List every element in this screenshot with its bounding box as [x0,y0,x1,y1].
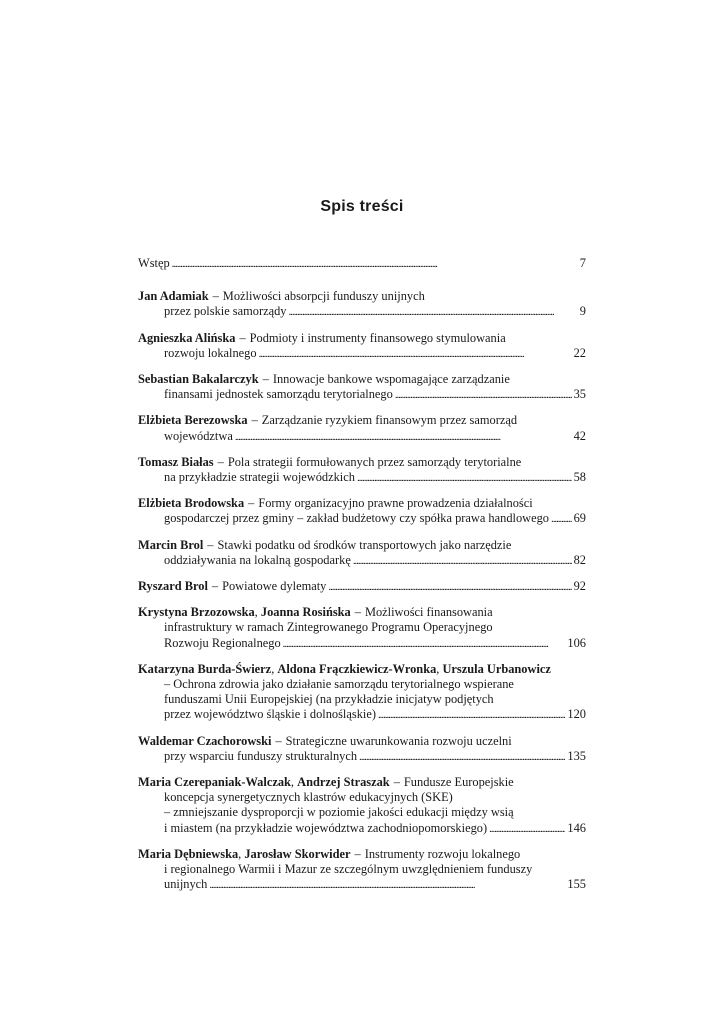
leader-dots [359,749,565,765]
leader-dots [353,553,572,569]
entry-heading-line [138,289,586,304]
entry-heading-line [138,413,586,428]
toc-entry[interactable] [138,413,586,444]
entry-title-text: Formy organizacyjno prawne prowadzenia działalności [258,496,533,511]
entry-author: Tomasz Białas [138,454,214,469]
toc-entry[interactable] [138,455,586,486]
leader-dots [288,304,577,320]
entry-title-text: rozwoju lokalnego [164,345,257,360]
page-number: 42 [573,428,586,443]
entry-title-text: Innowacje bankowe wspomagające zarządzanie [272,372,510,387]
entry-last-line [138,821,586,837]
leader-dots [395,387,572,403]
toc-entry[interactable] [138,289,586,320]
toc-entry[interactable] [138,579,586,595]
entry-title-line: funduszami Unii Europejskiej (na przykładzie inicjatyw podjętych [164,692,494,707]
page-title: Spis treści [320,198,404,215]
entry-title-text: Zarządzanie ryzykiem finansowym przez samorząd [261,413,518,428]
leader-dots [283,636,566,652]
entry-heading-line [138,538,586,553]
toc-entry[interactable] [138,662,586,724]
entry-last-line [138,304,586,320]
entry-last-line [138,511,586,527]
entry-title-text: Podmioty i instrumenty finansowego stymulowania [249,330,506,345]
entry-dash: – [207,537,214,552]
toc-entry[interactable] [138,734,586,765]
entry-heading-line [138,372,586,387]
table-of-contents [138,256,586,904]
entry-author: Marcin Brol [138,537,204,552]
toc-entry[interactable] [138,775,586,837]
entry-author: Krystyna Brzozowska [138,605,255,620]
page-number: 82 [573,552,586,567]
entry-title-text: Stawki podatku od środków transportowych jako narzędzie [217,537,512,552]
entry-title-text: unijnych [164,877,208,892]
entry-title-text: przez województwo śląskie i dolnośląskie) [164,707,376,722]
entry-title-text: finansami jednostek samorządu terytorialnego [164,387,393,402]
leader-dots [357,470,572,486]
entry-title-text: Możliwości finansowania [364,605,493,620]
entry-title-text: i miastem (na przykładzie województwa zachodniopomorskiego) [164,820,488,835]
entry-title-text: Strategiczne uwarunkowania rozwoju uczelni [285,733,512,748]
entry-title-line: – Ochrona zdrowia jako działanie samorządu terytorialnego wspierane [164,677,514,692]
entry-title-text: Instrumenty rozwoju lokalnego [364,846,521,861]
toc-entry[interactable] [138,847,586,894]
page-number: 7 [579,256,586,270]
toc-entry[interactable] [138,372,586,403]
toc-entry[interactable] [138,538,586,569]
entry-author: Jan Adamiak [138,289,209,304]
page-number: 35 [573,387,586,402]
page-number: 58 [573,470,586,485]
entry-title-line: i regionalnego Warmii i Mazur ze szczególnym uwzględnieniem funduszy [164,862,533,877]
entry-dash: – [393,775,400,790]
entry-author: Elżbieta Berezowska [138,413,248,428]
entry-heading-line [138,734,586,749]
entry-heading-line: Krystyna Brzozowska , Joanna Rosińska – Możliwości finansowania [138,605,493,620]
entry-title-text: oddziaływania na lokalną gospodarkę [164,552,351,567]
entry-last-line [138,470,586,486]
entry-last-line [138,636,586,652]
entry-title-line: koncepcja synergetycznych klastrów edukacyjnych (SKE) [164,790,453,805]
page-number: 135 [567,748,586,763]
entry-heading-line [138,496,586,511]
entry-last-line [138,346,586,362]
entry-heading-line [138,331,586,346]
entry-author: Maria Czerepaniak-Walczak [138,775,291,790]
entry-author: Jarosław Skorwider [244,846,351,861]
leader-dots [259,346,572,362]
entry-dash: – [217,454,224,469]
entry-dash: – [239,330,246,345]
page-number: 9 [579,304,586,319]
entry-dash: – [211,579,219,594]
entry-author: Agnieszka Alińska [138,330,236,345]
leader-dots [378,707,565,723]
leader-dots [551,511,572,527]
entry-last-line [138,877,586,893]
leader-dots [235,429,572,445]
entry-dash: – [354,605,361,620]
entry-author: Elżbieta Brodowska [138,496,245,511]
entry-last-line [138,707,586,723]
entry-author: Maria Dębniewska [138,846,239,861]
entry-title-text: Pola strategii formułowanych przez samorządy terytorialne [227,454,522,469]
entry-title-text: Powiatowe dylematy [222,579,327,594]
leader-dots [209,877,565,893]
page-number: 92 [573,579,586,594]
entry-title-text: Wstęp [138,256,170,270]
entry-author: Andrzej Straszak [297,775,390,790]
entry-title-text: przy wsparciu funduszy strukturalnych [164,748,358,763]
entry-author: Ryszard Brol [138,579,208,594]
entry-title-text: gospodarczej przez gminy – zakład budżetowy czy spółka prawa handlowego [164,511,549,526]
page-number: 69 [573,511,586,526]
entry-heading-line: Maria Czerepaniak-Walczak , Andrzej Straszak – Fundusze Europejskie [138,775,514,790]
entry-title-line: infrastruktury w ramach Zintegrowanego Programu Operacyjnego [164,620,493,635]
entry-last-line [138,429,586,445]
entry-last-line [138,256,586,272]
entry-author: Aldona Frączkiewicz-Wronka [277,661,437,676]
page-number: 106 [567,635,586,650]
entry-author: Joanna Rosińska [260,605,351,620]
entry-heading-line: Katarzyna Burda-Świerz , Aldona Frączkiewicz-Wronka , Urszula Urbanowicz [138,661,551,676]
entry-author: Urszula Urbanowicz [442,661,551,676]
entry-author: Waldemar Czachorowski [138,733,272,748]
entry-title-line: – zmniejszanie dysproporcji w poziomie jakości edukacji między wsią [164,805,514,820]
entry-dash: – [262,372,269,387]
leader-dots [172,256,578,272]
entry-dash: – [354,846,361,861]
entry-author: Katarzyna Burda-Świerz [138,661,272,676]
page-number: 22 [573,345,586,360]
toc-entry[interactable] [138,496,586,527]
entry-title-text: Możliwości absorpcji funduszy unijnych [222,289,425,304]
toc-entry[interactable] [138,256,586,272]
entry-dash: – [251,413,258,428]
page-number: 155 [567,877,586,892]
entry-dash: – [248,496,255,511]
entry-heading-line [138,579,586,595]
page-number: 146 [567,820,586,835]
leader-dots [328,579,571,595]
page-number: 120 [567,707,586,722]
entry-dash: – [212,289,219,304]
entry-title-text: przez polskie samorządy [164,304,287,319]
leader-dots [489,821,565,837]
entry-last-line [138,387,586,403]
entry-title-text: na przykładzie strategii wojewódzkich [164,470,355,485]
entry-dash: – [275,733,282,748]
entry-author: Sebastian Bakalarczyk [138,372,259,387]
entry-last-line [138,553,586,569]
toc-entry[interactable] [138,605,586,652]
entry-title-text: Fundusze Europejskie [403,775,514,790]
toc-entry[interactable] [138,331,586,362]
entry-heading-line: Maria Dębniewska , Jarosław Skorwider – Instrumenty rozwoju lokalnego [138,846,521,861]
entry-last-line [138,749,586,765]
entry-title-text: województwa [164,428,233,443]
entry-heading-line [138,455,586,470]
entry-title-text: Rozwoju Regionalnego [164,635,281,650]
